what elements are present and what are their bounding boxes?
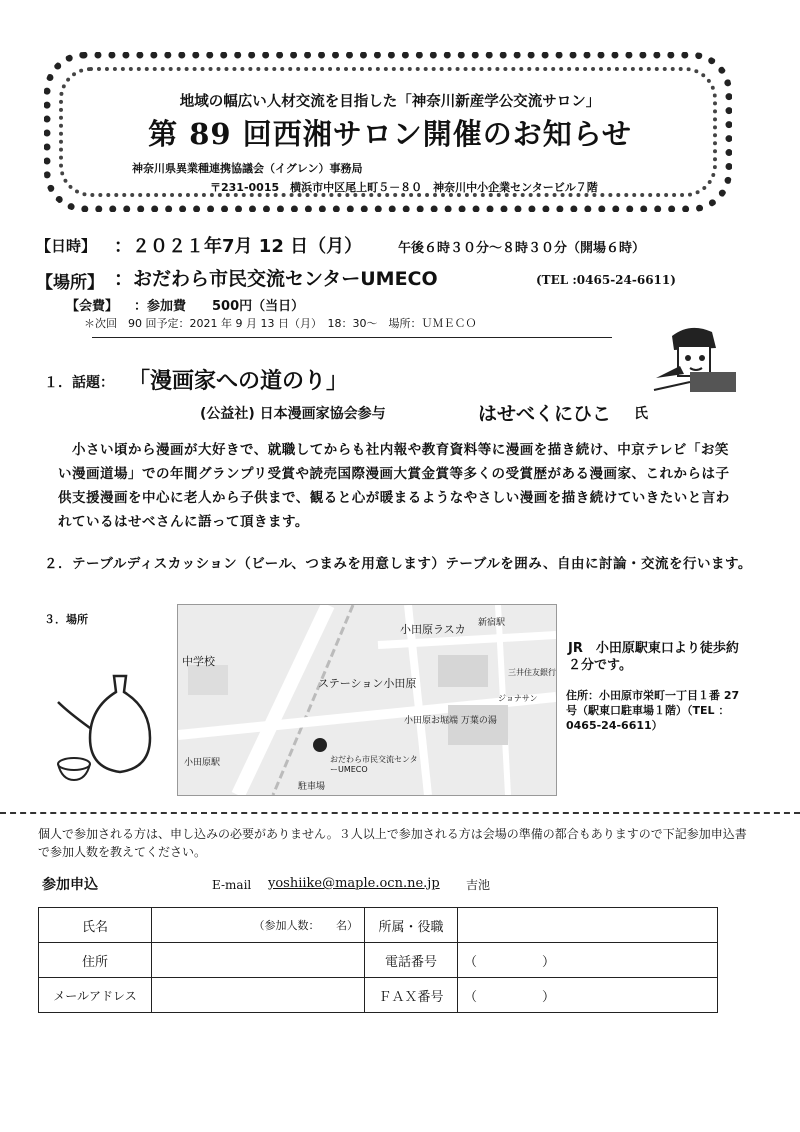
- page-title: 第 89 回西湘サロン開催のお知らせ: [148, 117, 632, 151]
- name-label: 氏名: [39, 908, 152, 943]
- fee-label: 【会費】: [66, 299, 119, 314]
- banner-address: 〒231-0015 横浜市中区尾上町５－８０ 神奈川中小企業センタービル７階: [210, 181, 598, 194]
- contact-name: 吉池: [466, 878, 491, 892]
- place-value: ：おだわら市民交流センターUMECO: [114, 268, 438, 290]
- time-value: 午後６時３０分～８時３０分（開場６時）: [398, 241, 646, 256]
- email-label: E-mail: [212, 878, 252, 892]
- map-label-bank: 三井住友銀行: [508, 668, 556, 677]
- banner-subtitle: 地域の幅広い人材交流を目指した「神奈川新産学公交流サロン」: [179, 94, 601, 110]
- map-label-station: ステーション小田原: [318, 677, 417, 690]
- speaker-description: 小さい頃から漫画が大好きで、就職してからも社内報や教育資料等に漫画を描き続け、中京テレビ「お笑い漫画道場」での年間グランプリ受賞や読売国際漫画大賞金賞等多くの受賞歴がある漫画家、これからは子供支援漫画を中心に老人から子供まで、観ると心が暖まるようなやさしい漫画を描き続けていきたいと言われているはせべさんに語って頂きます。: [58, 442, 730, 530]
- attendee-count-label: （参加人数： 名）: [253, 919, 358, 932]
- discussion-text: ２．テーブルディスカッション（ビール、つまみを用意します）テーブルを囲み、自由に討論・交流を行います。: [44, 556, 752, 572]
- sake-illustration: [54, 672, 174, 782]
- affiliation-label: 所属・役職: [365, 908, 458, 943]
- name-field[interactable]: [152, 908, 365, 943]
- venue-map[interactable]: [177, 604, 557, 796]
- email-form-label: メールアドレス: [39, 978, 152, 1013]
- email-form-field[interactable]: [152, 978, 365, 1013]
- phone-paren: （ ）: [464, 954, 556, 970]
- access-text: JR 小田原駅東口より徒歩約２分です。: [568, 641, 739, 673]
- fax-paren: （ ）: [464, 989, 556, 1005]
- divider: [92, 337, 612, 338]
- cut-line: [0, 812, 800, 814]
- fee-value: ：参加費 500円（当日）: [134, 299, 305, 314]
- address-field[interactable]: [152, 943, 365, 978]
- apply-label: 参加申込: [42, 877, 98, 893]
- map-label-jonathan: ジョナサン: [498, 694, 538, 703]
- date-label: 【日時】: [36, 237, 97, 255]
- address-label: 住所: [39, 943, 152, 978]
- map-label-odawara: 小田原駅: [184, 758, 221, 768]
- date-value: ：２０２１年7月 12 日（月）: [114, 236, 363, 257]
- phone-label: 電話番号: [365, 943, 458, 978]
- map-label-parking: 駐車場: [298, 782, 326, 792]
- venue-address: 住所：小田原市栄町一丁目１番 27 号（駅東口駐車場１階）（TEL ：0465-24-6611）: [566, 689, 740, 732]
- speaker-name: はせべくにひこ: [478, 403, 612, 425]
- place-tel: (TEL :0465-24-6611): [536, 273, 676, 287]
- speaker-role: (公益社) 日本漫画家協会参与: [200, 406, 386, 422]
- affiliation-field[interactable]: [458, 908, 718, 943]
- map-label-school: 中学校: [182, 655, 215, 668]
- fax-label: ＦＡＸ番号: [365, 978, 458, 1013]
- topic-title: 「漫画家への道のり」: [128, 369, 349, 394]
- map-label-umeco: おだわら市民交流センターUMECO: [330, 755, 418, 774]
- topic-label: １．話題：: [44, 375, 114, 391]
- phone-field[interactable]: [458, 943, 718, 978]
- cartoonist-illustration: [650, 318, 740, 393]
- notice-text: 個人で参加される方は、申し込みの必要がありません。３人以上で参加される方は会場の準備の都合もありますので下記参加申込書で参加人数を教えてください。: [38, 827, 747, 859]
- map-label-lasca: 小田原ラスカ: [400, 623, 466, 636]
- next-event: ＊次回 90 回予定：2021 年 9 月 13 日（月） 18：30～ 場所：ＵＭＥＣＯ: [84, 317, 477, 330]
- map-label-shinjuku: 新宿駅: [478, 618, 506, 628]
- contact-email[interactable]: yoshiike@maple.ocn.ne.jp: [268, 876, 440, 891]
- fax-field[interactable]: [458, 978, 718, 1013]
- place-section-label: ３．場所: [44, 613, 88, 626]
- banner-org: 神奈川県異業種連携協議会（イグレン）事務局: [132, 162, 363, 175]
- map-label-manyo: 小田原お堀端 万葉の湯: [404, 716, 497, 726]
- place-label: 【場所】: [36, 273, 104, 293]
- speaker-honorific: 氏: [634, 406, 648, 422]
- application-form: [38, 907, 718, 1013]
